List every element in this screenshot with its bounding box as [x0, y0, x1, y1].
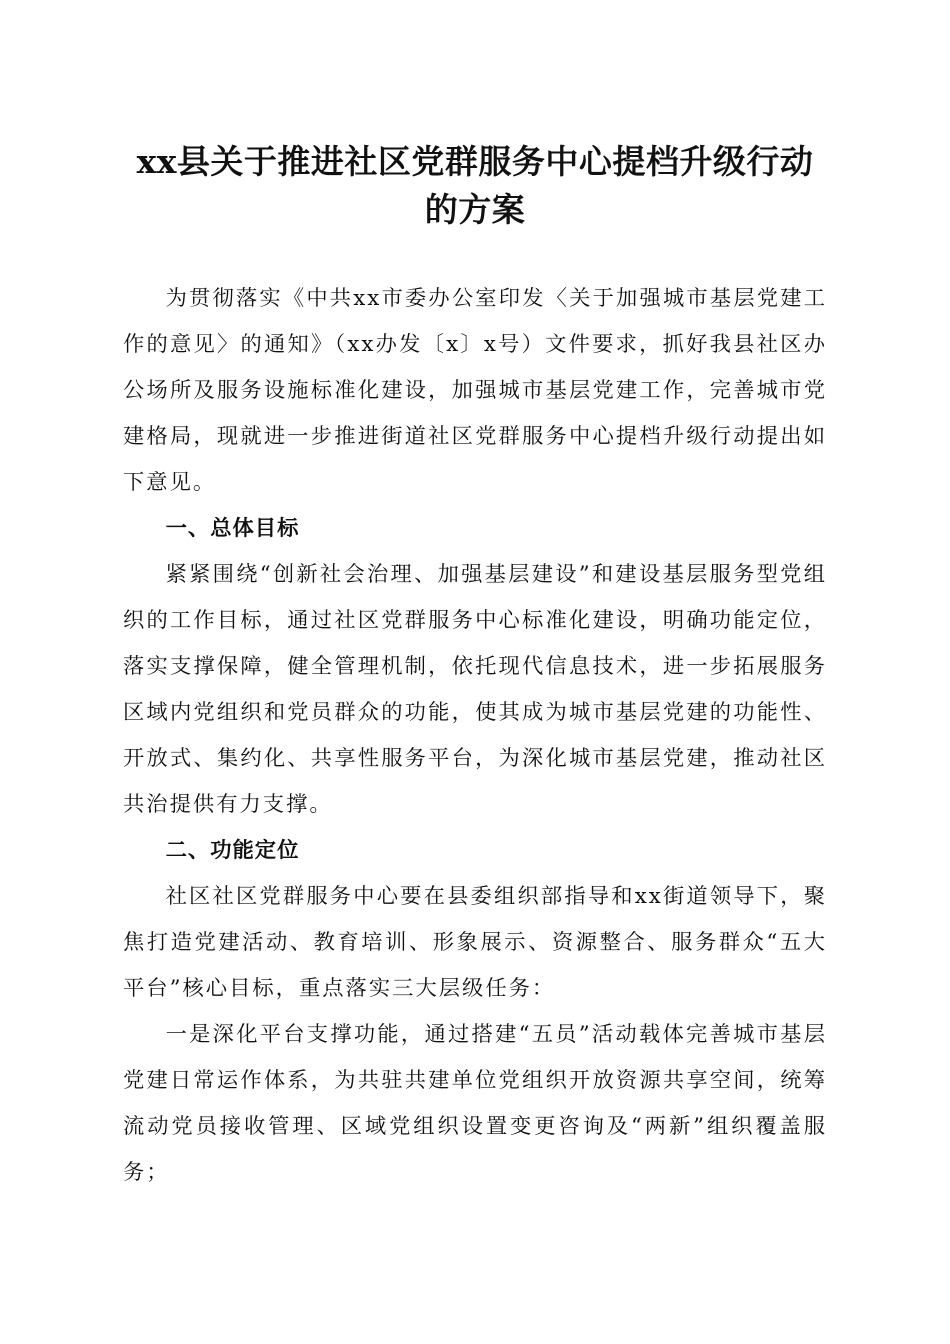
goals-paragraph: 紧紧围绕“创新社会治理、加强基层建设”和建设基层服务型党组织的工作目标，通过社区党群服务中心标准化建设，明确功能定位，落实支撑保障，健全管理机制，依托现代信息技术，进一步拓展服务区域内党组织和党员群众的功能，使其成为城市基层党建的功能性、开放式、集约化、共享性服务平台，为深化城市基层党建，推动社区共治提供有力支撑。 [123, 562, 827, 817]
positioning-paragraph: 社区社区党群服务中心要在县委组织部指导和xx街道领导下，聚焦打造党建活动、教育培训、形象展示、资源整合、服务群众“五大平台”核心目标，重点落实三大层级任务： [123, 884, 827, 1001]
intro-paragraph: 为贯彻落实《中共xx市委办公室印发〈关于加强城市基层党建工作的意见〉的通知》（xx办发〔x〕x号）文件要求，抓好我县社区办公场所及服务设施标准化建设，加强城市基层党建工作，完善城市党建格局，现就进一步推进街道社区党群服务中心提档升级行动提出如下意见。 [123, 286, 827, 495]
section-heading-positioning: 二、功能定位 [165, 838, 300, 863]
section-heading-goals: 一、总体目标 [165, 516, 300, 541]
document-body [123, 276, 827, 1196]
document-title: xx县关于推进社区党群服务中心提档升级行动的方案 [136, 142, 814, 229]
task-paragraph-1: 一是深化平台支撑功能，通过搭建“五员”活动载体完善城市基层党建日常运作体系，为共驻共建单位党组织开放资源共享空间，统筹流动党员接收管理、区域党组织设置变更咨询及“两新”组织覆盖服务； [123, 1022, 827, 1185]
